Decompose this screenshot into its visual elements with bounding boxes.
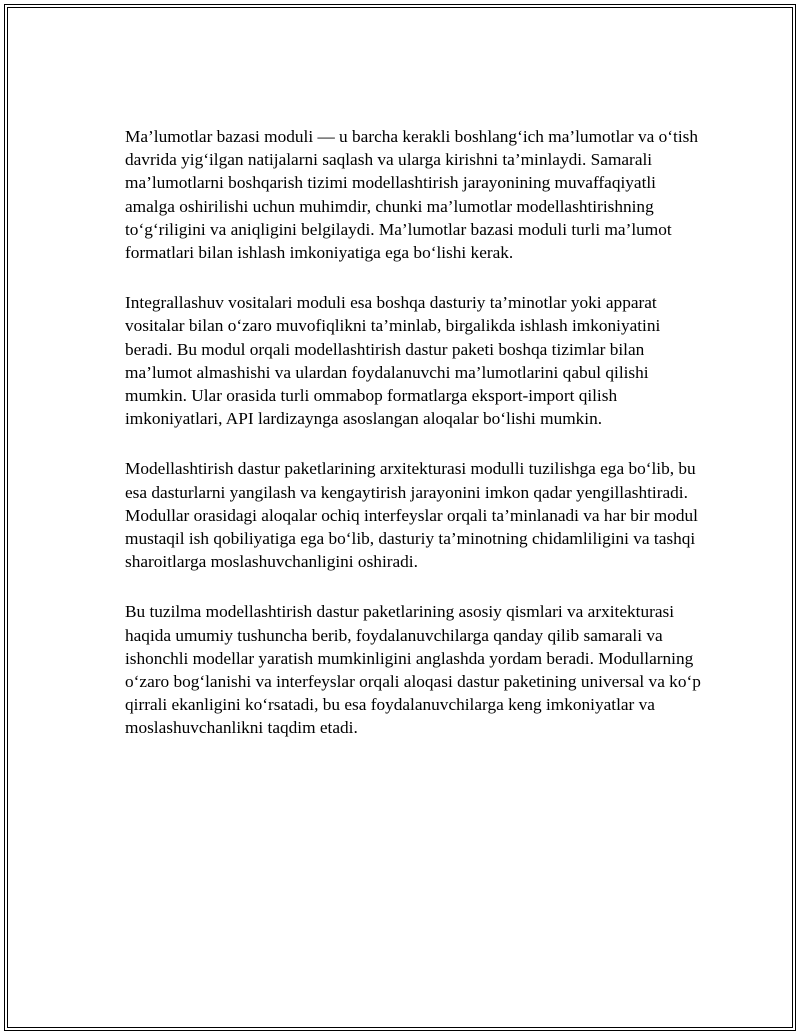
paragraph-summary: Bu tuzilma modellashtirish dastur paketlarining asosiy qismlari va arxitekturasi haqida umumiy tushuncha berib, foydalanuvchilarga qanday qilib samarali va ishonchli modellar yaratish mumkinligini anglashda yordam beradi. Modullarning o‘zaro bog‘lanishi va interfeyslar orqali aloqasi dastur paketining universal va ko‘p qirrali ekanligini ko‘rsatadi, bu esa foydalanuvchilarga keng imkoniyatlar va moslashuvchanlikni taqdim etadi. <box>125 602 701 738</box>
paragraph-modular-architecture: Modellashtirish dastur paketlarining arxitekturasi modulli tuzilishga ega bo‘lib, bu esa dasturlarni yangilash va kengaytirish jarayonini imkon qadar yengillashtiradi. Modullar orasidagi aloqalar ochiq interfeyslar orqali ta’minlanadi va har bir modul mustaqil ish qobiliyatiga ega bo‘lib, dasturiy ta’minotning chidamliligini va tashqi sharoitlarga moslashuvchanligini oshiradi. <box>125 459 698 572</box>
paragraph-integration-module: Integrallashuv vositalari moduli esa boshqa dasturiy ta’minotlar yoki apparat vositalar bilan o‘zaro muvofiqlikni ta’minlab, birgalikda ishlash imkoniyatini beradi. Bu modul orqali modellashtirish dastur paketi boshqa tizimlar bilan ma’lumot almashishi va ulardan foydalanuvchi ma’lumotlarini qabul qilishi mumkin. Ular orasida turli ommabop formatlarga eksport-import qilish imkoniyatlari, API lardizaynga asoslangan aloqalar bo‘lishi mumkin. <box>125 293 661 429</box>
page-frame <box>4 4 796 1031</box>
document-body <box>125 125 705 767</box>
paragraph-database-module: Ma’lumotlar bazasi moduli — u barcha kerakli boshlang‘ich ma’lumotlar va o‘tish davrida yig‘ilgan natijalarni saqlash va ularga kirishni ta’minlaydi. Samarali ma’lumotlarni boshqarish tizimi modellashtirish jarayonining muvaffaqiyatli amalga oshirilishi uchun muhimdir, chunki ma’lumotlar modellashtirishning to‘g‘riligini va aniqligini belgilaydi. Ma’lumotlar bazasi moduli turli ma’lumot formatlari bilan ishlash imkoniyatiga ega bo‘lishi kerak. <box>125 127 698 263</box>
